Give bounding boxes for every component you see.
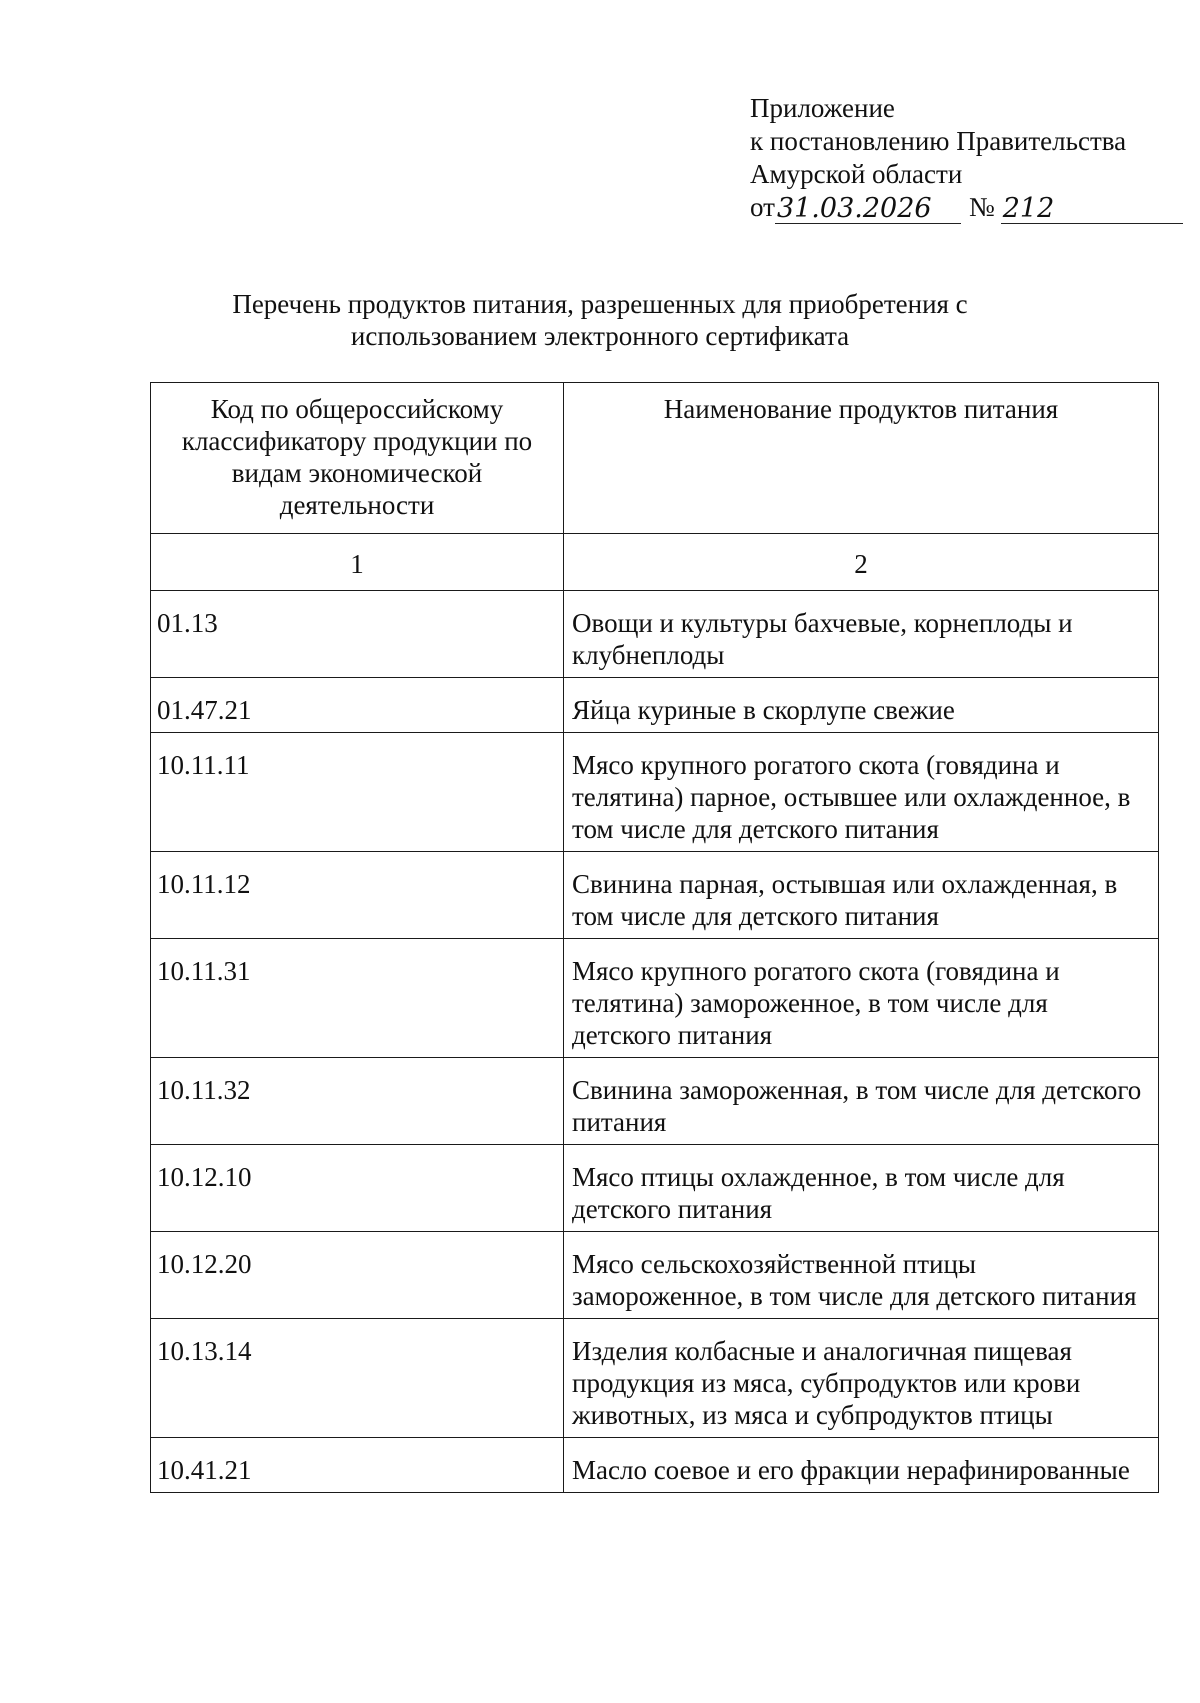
- product-name: Свинина парная, остывшая или охлажденная, в том числе для детского питания: [564, 852, 1159, 939]
- product-name: Мясо крупного рогатого скота (говядина и телятина) замороженное, в том числе для детского питания: [564, 939, 1159, 1058]
- appendix-block: [750, 92, 1183, 224]
- column-number-row: [151, 534, 1159, 591]
- table-row: [151, 733, 1159, 852]
- product-name: Мясо крупного рогатого скота (говядина и телятина) парное, остывшее или охлажденное, в том числе для детского питания: [564, 733, 1159, 852]
- header-code: Код по общероссийскому классификатору продукции по видам экономической деятельности: [151, 383, 564, 534]
- table-row: [151, 1438, 1159, 1493]
- handwritten-number: 212: [1001, 195, 1183, 224]
- document-title-line-1: Перечень продуктов питания, разрешенных для приобретения с: [232, 289, 968, 319]
- product-code: 10.12.20: [151, 1232, 564, 1319]
- table-row: [151, 1058, 1159, 1145]
- product-name: Яйца куриные в скорлупе свежие: [564, 678, 1159, 733]
- table-header-row: [151, 383, 1159, 534]
- table-row: [151, 591, 1159, 678]
- table-body: [151, 591, 1159, 1493]
- product-code: 10.11.32: [151, 1058, 564, 1145]
- table-row: [151, 939, 1159, 1058]
- table-row: [151, 678, 1159, 733]
- document-title: [200, 288, 1000, 352]
- handwritten-date: 31.03.2026: [775, 195, 961, 224]
- product-name: Овощи и культуры бахчевые, корнеплоды и клубнеплоды: [564, 591, 1159, 678]
- order-from-label: от: [750, 192, 775, 222]
- product-code: 01.13: [151, 591, 564, 678]
- header-name: Наименование продуктов питания: [564, 383, 1159, 534]
- appendix-reference: к постановлению Правительства: [750, 126, 1127, 156]
- table-row: [151, 1232, 1159, 1319]
- product-code: 10.41.21: [151, 1438, 564, 1493]
- column-number-2: 2: [564, 534, 1159, 591]
- product-name: Мясо птицы охлажденное, в том числе для детского питания: [564, 1145, 1159, 1232]
- product-code: 10.11.11: [151, 733, 564, 852]
- appendix-title: Приложение: [750, 93, 895, 123]
- order-details: [750, 191, 1183, 224]
- column-number-1: 1: [151, 534, 564, 591]
- product-code: 01.47.21: [151, 678, 564, 733]
- document-title-line-2: использованием электронного сертификата: [350, 321, 850, 351]
- table-row: [151, 852, 1159, 939]
- product-name: Свинина замороженная, в том числе для детского питания: [564, 1058, 1159, 1145]
- product-code: 10.13.14: [151, 1319, 564, 1438]
- appendix-region: Амурской области: [750, 159, 963, 189]
- product-code: 10.11.31: [151, 939, 564, 1058]
- order-number-label: №: [968, 192, 995, 222]
- product-code: 10.12.10: [151, 1145, 564, 1232]
- food-products-table: [150, 382, 1159, 1493]
- table-row: [151, 1319, 1159, 1438]
- product-name: Мясо сельскохозяйственной птицы замороженное, в том числе для детского питания: [564, 1232, 1159, 1319]
- product-code: 10.11.12: [151, 852, 564, 939]
- table-row: [151, 1145, 1159, 1232]
- product-name: Изделия колбасные и аналогичная пищевая продукция из мяса, субпродуктов или крови животных, из мяса и субпродуктов птицы: [564, 1319, 1159, 1438]
- product-name: Масло соевое и его фракции нерафинированные: [564, 1438, 1159, 1493]
